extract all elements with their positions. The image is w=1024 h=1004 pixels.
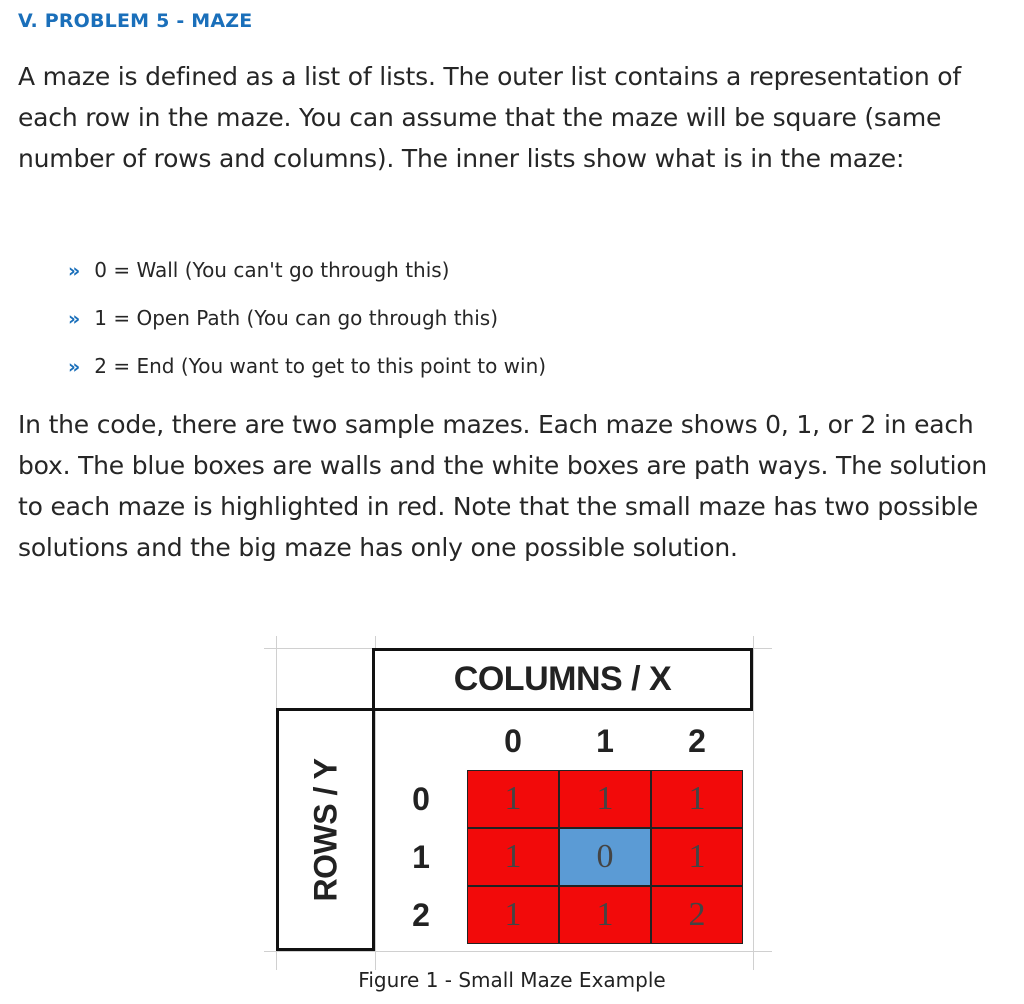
column-index: 0 — [504, 723, 522, 759]
maze-cell: 1 — [467, 828, 559, 886]
maze-cell: 0 — [559, 828, 651, 886]
legend-item — [68, 298, 546, 346]
legend-item-text: 1 = Open Path (You can go through this) — [94, 306, 498, 330]
explanation-paragraph: In the code, there are two sample mazes. Each maze shows 0, 1, or 2 in each box. The blue boxes are walls and the white boxes are path ways. The solution to each maze is highlighted in red. Note that the small maze has two possible solutions and the big maze has only one possible solution. — [18, 410, 988, 562]
legend-item-text: 0 = Wall (You can't go through this) — [94, 258, 450, 282]
maze-figure — [264, 636, 772, 970]
row-index: 1 — [412, 839, 430, 875]
maze-cell: 1 — [467, 886, 559, 944]
figure-caption: Figure 1 - Small Maze Example — [358, 968, 666, 992]
rows-header — [276, 708, 375, 951]
maze-cell: 1 — [651, 770, 743, 828]
gridline — [753, 636, 754, 970]
maze-cell: 1 — [559, 770, 651, 828]
maze-cell: 2 — [651, 886, 743, 944]
row-index: 0 — [412, 781, 430, 817]
chevron-right-icon: » — [68, 308, 81, 330]
chevron-right-icon: » — [68, 260, 81, 282]
section-heading: V. PROBLEM 5 - MAZE — [18, 10, 253, 32]
chevron-right-icon: » — [68, 356, 81, 378]
column-index: 2 — [688, 723, 706, 759]
intro-paragraph: A maze is defined as a list of lists. The outer list contains a representation of each row in the maze. You can assume that the maze will be square (same number of rows and columns). The inner lists show what is in the maze: — [18, 62, 961, 173]
legend-item — [68, 346, 546, 394]
row-index: 2 — [412, 897, 430, 933]
rows-label: ROWS / Y — [307, 758, 343, 901]
legend-item-text: 2 = End (You want to get to this point to win) — [94, 354, 547, 378]
gridline — [264, 951, 772, 952]
maze-cell: 1 — [467, 770, 559, 828]
column-index: 1 — [596, 723, 614, 759]
columns-header: COLUMNS / X — [372, 648, 753, 711]
maze-cell: 1 — [651, 828, 743, 886]
legend-list — [68, 250, 546, 394]
legend-item — [68, 250, 546, 298]
maze-cell: 1 — [559, 886, 651, 944]
